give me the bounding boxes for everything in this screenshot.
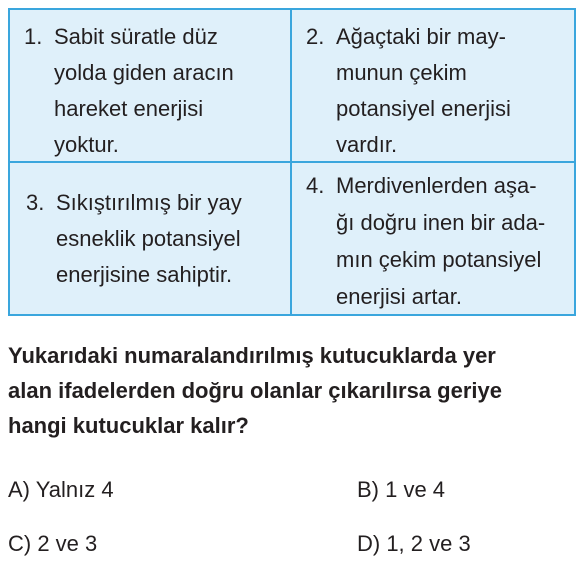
statement-text-3	[56, 185, 242, 293]
statement-line: esneklik potansiyel	[56, 226, 241, 251]
statement-line: enerjisi artar.	[336, 284, 462, 309]
answer-option-a[interactable]: A) Yalnız 4	[8, 477, 114, 502]
statement-number-4: 4.	[306, 173, 325, 198]
question-line: Yukarıdaki numaralandırılmış kutucuklarda yer	[8, 343, 496, 368]
statement-line: hareket enerjisi	[54, 96, 204, 121]
statement-number-3: 3.	[26, 190, 45, 215]
answer-option-b[interactable]: B) 1 ve 4	[357, 477, 446, 502]
statement-line: ğı doğru inen bir ada-	[336, 210, 546, 235]
answer-option-d[interactable]: D) 1, 2 ve 3	[357, 531, 471, 556]
statement-line: mın çekim potansiyel	[336, 247, 542, 272]
statement-box-2	[292, 10, 574, 163]
statement-line: vardır.	[336, 132, 398, 157]
statement-line: Merdivenlerden aşa-	[336, 173, 537, 198]
statement-grid	[8, 8, 576, 316]
statement-line: yoktur.	[54, 132, 119, 157]
statement-box-4	[292, 163, 574, 315]
statement-number-1: 1.	[24, 24, 43, 49]
statement-line: Sabit süratle düz	[54, 24, 218, 49]
statement-line: potansiyel enerjisi	[336, 96, 511, 121]
statement-line: munun çekim	[336, 60, 467, 85]
question-text	[8, 338, 580, 443]
statement-line: enerjisine sahiptir.	[56, 262, 233, 287]
statement-box-1	[10, 10, 292, 163]
question-line: alan ifadelerden doğru olanlar çıkarılırsa geriye	[8, 378, 502, 403]
statement-text-4	[336, 167, 564, 315]
statement-number-2: 2.	[306, 24, 325, 49]
question-line: hangi kutucuklar kalır?	[8, 413, 249, 438]
statement-line: yolda giden aracın	[54, 60, 234, 85]
answer-option-c[interactable]: C) 2 ve 3	[8, 531, 98, 556]
statement-line: Ağaçtaki bir may-	[336, 24, 506, 49]
statement-line: Sıkıştırılmış bir yay	[56, 190, 242, 215]
statement-text-1	[54, 19, 280, 163]
statement-box-3	[10, 163, 292, 315]
statement-text-2	[336, 19, 564, 163]
